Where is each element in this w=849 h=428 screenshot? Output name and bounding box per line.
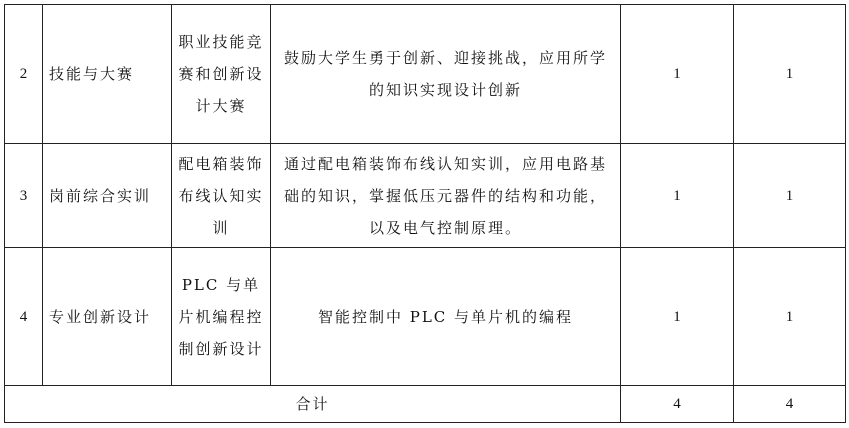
total-value: 4 — [734, 386, 846, 423]
table-row — [5, 248, 846, 386]
value-cell: 1 — [621, 5, 734, 144]
course-name: 技能与大赛 — [43, 5, 172, 144]
row-number: 4 — [5, 248, 43, 386]
course-name: 岗前综合实训 — [43, 144, 172, 248]
course-subitem: PLC 与单片机编程控制创新设计 — [172, 248, 271, 386]
value-cell: 1 — [734, 144, 846, 248]
course-description: 鼓励大学生勇于创新、迎接挑战，应用所学的知识实现设计创新 — [271, 5, 621, 144]
course-description: 智能控制中 PLC 与单片机的编程 — [271, 248, 621, 386]
table-row — [5, 5, 846, 144]
row-number: 2 — [5, 5, 43, 144]
course-table — [4, 4, 846, 423]
row-number: 3 — [5, 144, 43, 248]
value-cell: 1 — [621, 248, 734, 386]
total-label: 合计 — [5, 386, 621, 423]
value-cell: 1 — [621, 144, 734, 248]
total-value: 4 — [621, 386, 734, 423]
value-cell: 1 — [734, 248, 846, 386]
course-description: 通过配电箱装饰布线认知实训，应用电路基础的知识，掌握低压元器件的结构和功能，以及电气控制原理。 — [271, 144, 621, 248]
total-row — [5, 386, 846, 423]
value-cell: 1 — [734, 5, 846, 144]
table-row — [5, 144, 846, 248]
course-subitem: 配电箱装饰布线认知实训 — [172, 144, 271, 248]
course-name: 专业创新设计 — [43, 248, 172, 386]
course-subitem: 职业技能竞赛和创新设计大赛 — [172, 5, 271, 144]
